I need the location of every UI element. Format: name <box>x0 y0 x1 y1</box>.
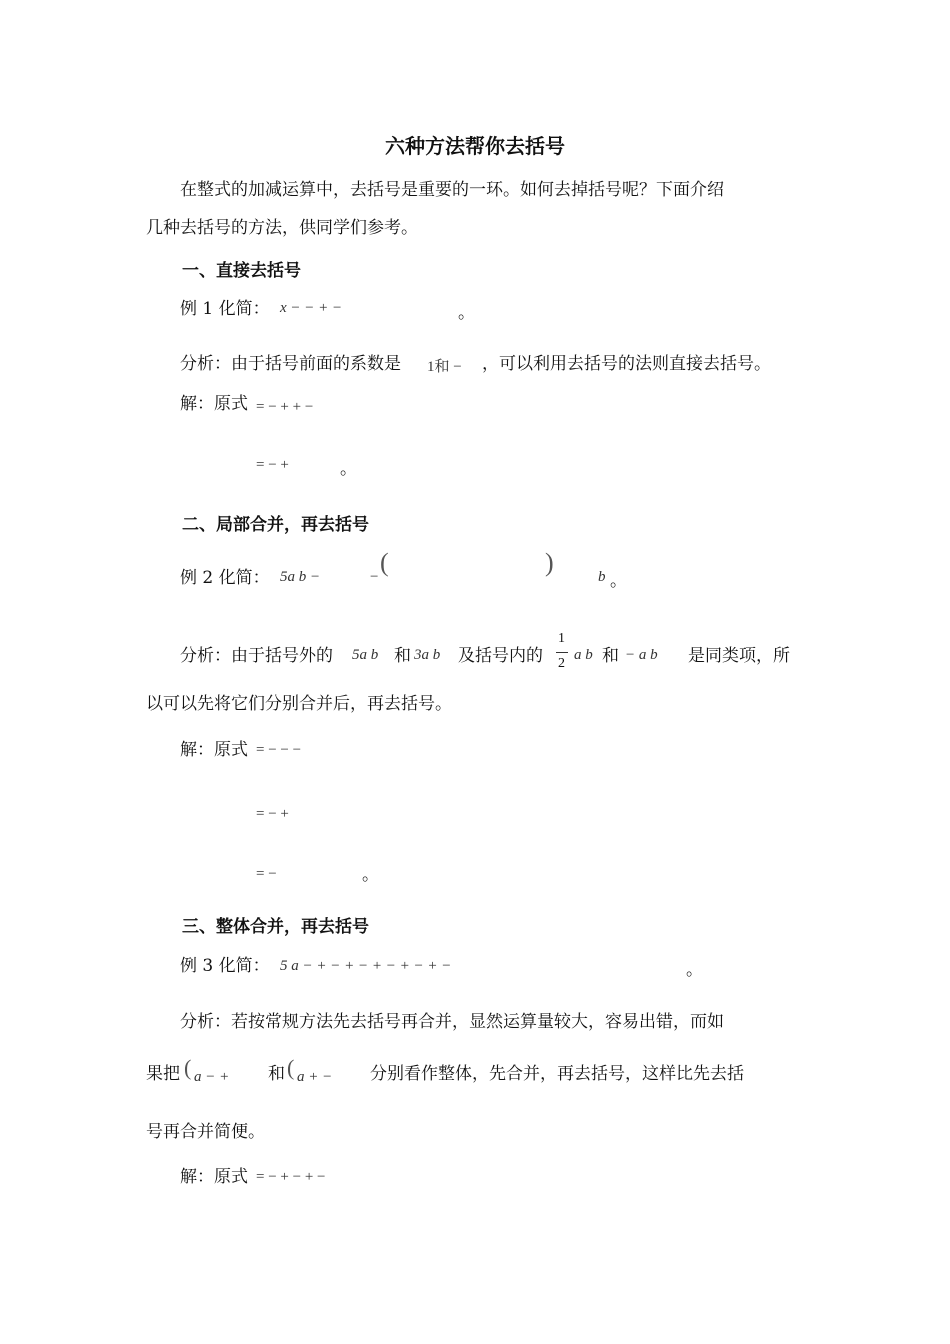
solution-3-label: 解：原式 <box>180 1167 248 1187</box>
example-3-label: 例 3 化简： <box>180 956 270 976</box>
term-ab: a b <box>574 647 593 663</box>
term-neg-ab: − a b <box>625 647 658 663</box>
left-bracket: ( <box>380 548 389 577</box>
solution-3-line-1: = − + − + − <box>256 1169 326 1185</box>
group-2-paren: ( <box>287 1055 295 1080</box>
section-2-heading: 二、局部合并，再去括号 <box>182 515 369 535</box>
example-2-expression-a: 5a b − <box>280 569 321 585</box>
group-2-expression: a + − <box>297 1069 333 1085</box>
solution-2-line-3: = − <box>256 866 277 882</box>
solution-1-label: 解：原式 <box>180 394 248 414</box>
solution-2-label: 解：原式 <box>180 740 248 760</box>
example-3-expression: 5 a − + − + − + − + − + − <box>280 958 452 974</box>
right-bracket: ) <box>545 548 554 577</box>
analysis-3-and: 和 <box>268 1064 285 1084</box>
solution-1-line-2: = − + <box>256 457 289 473</box>
analysis-2-and-2: 和 <box>602 646 619 666</box>
example-2-end: 。 <box>610 571 627 591</box>
analysis-3-line-2-b: 分别看作整体，先合并，再去括号，这样比先去括 <box>370 1064 744 1084</box>
fraction-numerator: 1 <box>558 631 565 646</box>
analysis-3-line-1: 分析：若按常规方法先去括号再合并，显然运算量较大，容易出错，而如 <box>180 1012 724 1032</box>
intro-line-2: 几种去括号的方法，供同学们参考。 <box>146 218 418 238</box>
group-1-paren: ( <box>184 1055 192 1080</box>
solution-1-line-1: = − + + − <box>256 399 314 415</box>
solution-1-end: 。 <box>340 459 357 479</box>
analysis-2-text-b: 及括号内的 <box>458 646 543 666</box>
example-1-label: 例 1 化简： <box>180 299 270 319</box>
term-5ab: 5a b <box>352 647 379 663</box>
example-2-expression-b: − <box>370 569 379 585</box>
group-1-expression: a − + <box>194 1069 230 1085</box>
analysis-1-coefficients: 1和 − <box>427 359 462 375</box>
analysis-1-text-a: 分析：由于括号前面的系数是 <box>180 354 401 374</box>
example-2-expression-c: b <box>598 569 606 585</box>
example-2-label: 例 2 化简： <box>180 568 270 588</box>
analysis-1-text-b: ，可以利用去括号的法则直接去括号。 <box>482 354 771 374</box>
intro-line-1: 在整式的加减运算中，去括号是重要的一环。如何去掉括号呢？下面介绍 <box>180 180 724 200</box>
solution-2-line-2: = − + <box>256 806 289 822</box>
fraction-denominator: 2 <box>558 656 565 671</box>
analysis-2-text-a: 分析：由于括号外的 <box>180 646 333 666</box>
term-3ab: 3a b <box>414 647 441 663</box>
solution-2-line-1: = − − − <box>256 742 302 758</box>
analysis-3-line-2-a: 果把 <box>146 1064 180 1084</box>
analysis-2-text-c: 是同类项，所 <box>688 646 790 666</box>
section-1-heading: 一、直接去括号 <box>182 261 301 281</box>
example-1-expression: x − − + − <box>280 300 343 316</box>
solution-2-end: 。 <box>362 865 379 885</box>
analysis-3-line-3: 号再合并简便。 <box>146 1122 265 1142</box>
example-1-end: 。 <box>458 303 475 323</box>
analysis-2-line-2: 以可以先将它们分别合并后，再去括号。 <box>146 694 452 714</box>
analysis-2-and-1: 和 <box>394 646 411 666</box>
page-title: 六种方法帮你去括号 <box>385 134 565 158</box>
example-3-end: 。 <box>686 960 703 980</box>
fraction-bar <box>556 652 568 653</box>
section-3-heading: 三、整体合并，再去括号 <box>182 917 369 937</box>
